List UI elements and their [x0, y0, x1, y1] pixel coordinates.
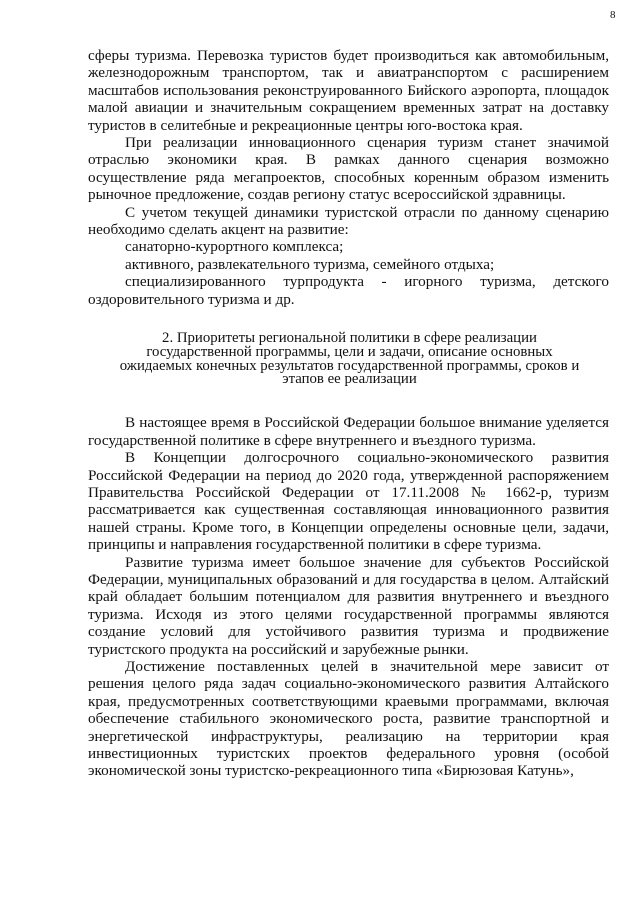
- document-body: [88, 47, 609, 780]
- paragraph-concept: В Концепции долгосрочного социально-экономического развития Российской Федерации на период до 2020 года, утвержденной распоряжением Правительства Российской Федерации от 17.11.2008 № 1662-р, туризм рассматривается как существенная составляющая инновационного развития нашей страны. Кроме того, в Концепции определены основные цели, задачи, принципы и направления государственной политики в сфере туризма.: [88, 449, 609, 554]
- page-number: 8: [610, 9, 616, 21]
- list-item-sanatorium: санаторно-курортного комплекса;: [125, 238, 344, 256]
- list-item-specialized-product: специализированного турпродукта - игорного туризма, детского оздоровительного туризма и др.: [88, 273, 609, 308]
- list-item-active-tourism: активного, развлекательного туризма, семейного отдыха;: [125, 255, 495, 273]
- paragraph-federal-policy: В настоящее время в Российской Федерации большое внимание уделяется государственной политике в сфере внутреннего и въездного туризма.: [88, 414, 609, 449]
- paragraph-focus-intro: С учетом текущей динамики туристской отрасли по данному сценарию необходимо сделать акцент на развитие:: [88, 203, 609, 239]
- paragraph-transport: сферы туризма. Перевозка туристов будет производиться как автомобильным, железнодорожным транспортом, так и авиатранспортом с расширением масштабов использования реконструированного Бийского аэропорта, площадок малой авиации и значительным сокращением временных затрат на доставку туристов в селитебные и рекреационные центры юго-востока края.: [88, 47, 609, 134]
- section-title: 2. Приоритеты региональной политики в сфере реализации государственной программы, цели и задачи, описание основных ожидаемых конечных результатов государственной программы, сроков и этапов ее реализации: [119, 330, 580, 388]
- paragraph-achievement: Достижение поставленных целей в значительной мере зависит от решения целого ряда задач социально-экономического развития Алтайского края, предусмотренных соответствующими краевыми программами, включая обеспечение стабильного экономического роста, развитие транспортной и энергетической инфраструктуры, реализацию на территории края инвестиционных туристских проектов федерального уровня (особой экономической зоны туристско-рекреационного типа «Бирюзовая Катунь»,: [88, 657, 609, 780]
- paragraph-development-goals: Развитие туризма имеет большое значение для субъектов Российской Федерации, муниципальных образований и для государства в целом. Алтайский край обладает большим потенциалом для развития внутреннего и въездного туризма. Исходя из этого целями государственной программы являются создание условий для устойчивого развития туризма и продвижение туристского продукта на российский и зарубежные рынки.: [88, 553, 609, 658]
- paragraph-innovative-scenario: При реализации инновационного сценария туризм станет значимой отраслью экономики края. В рамках данного сценария возможно осуществление ряда мегапроектов, способных коренным образом изменить рыночное предложение, создав региону статус всероссийской здравницы.: [88, 134, 609, 204]
